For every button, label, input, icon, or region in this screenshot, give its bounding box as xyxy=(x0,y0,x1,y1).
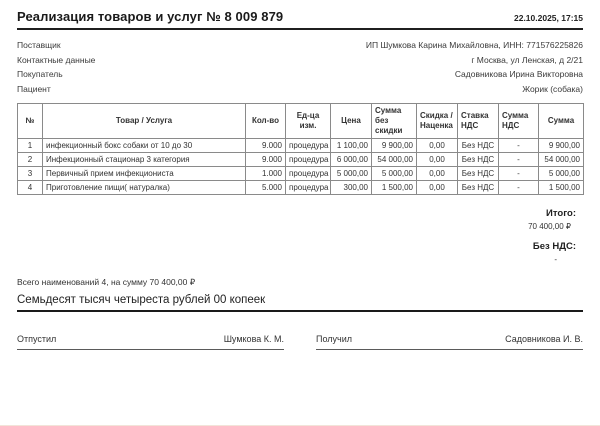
cell-price: 300,00 xyxy=(331,181,372,195)
cell-price: 1 100,00 xyxy=(331,139,372,153)
buyer-value: Садовникова Ирина Викторовна xyxy=(454,69,583,79)
info-row-supplier xyxy=(17,38,583,53)
col-header-unit: Ед-ца изм. xyxy=(286,104,331,139)
summary-divider xyxy=(17,310,583,312)
vat-total-label: Без НДС: xyxy=(532,241,576,252)
cell-qty: 9.000 xyxy=(246,139,286,153)
total-label: Итого: xyxy=(546,208,576,219)
info-row-patient xyxy=(17,82,583,97)
cell-unit: процедура xyxy=(286,181,331,195)
signature-received xyxy=(316,334,583,350)
cell-vat-sum: - xyxy=(499,167,539,181)
cell-num: 3 xyxy=(18,167,43,181)
cell-sum: 9 900,00 xyxy=(539,139,584,153)
signature-released xyxy=(17,334,284,350)
received-label: Получил xyxy=(316,334,352,344)
cell-item: Приготовление пищи( натуралка) xyxy=(43,181,246,195)
cell-item: Первичный прием инфекциониста xyxy=(43,167,246,181)
cell-vat-rate: Без НДС xyxy=(458,167,499,181)
cell-sum: 5 000,00 xyxy=(539,167,584,181)
cell-discount: 0,00 xyxy=(417,153,458,167)
col-header-price: Цена xyxy=(331,104,372,139)
patient-label: Пациент xyxy=(17,83,51,94)
cell-item: инфекционный бокс собаки от 10 до 30 xyxy=(43,139,246,153)
cell-vat-rate: Без НДС xyxy=(458,181,499,195)
cell-price: 5 000,00 xyxy=(331,167,372,181)
col-header-vat-sum: Сумма НДС xyxy=(499,104,539,139)
col-header-sum-no-discount: Сумма без скидки xyxy=(372,104,417,139)
table-header-row xyxy=(18,104,584,139)
table-row xyxy=(18,139,584,153)
cell-qty: 1.000 xyxy=(246,167,286,181)
cell-unit: процедура xyxy=(286,167,331,181)
supplier-label: Поставщик xyxy=(17,40,61,50)
page-title: Реализация товаров и услуг № 8 009 879 xyxy=(17,9,284,24)
supplier-value: ИП Шумкова Карина Михайловна, ИНН: 771576225826 xyxy=(365,40,583,50)
cell-vat-rate: Без НДС xyxy=(458,153,499,167)
parties-info xyxy=(17,38,583,96)
totals-block xyxy=(17,208,583,264)
cell-unit: процедура xyxy=(286,153,331,167)
table-row xyxy=(18,167,584,181)
items-summary-line: Всего наименований 4, на сумму 70 400,00 ₽ xyxy=(17,277,196,287)
cell-price: 6 000,00 xyxy=(331,153,372,167)
signatures-block xyxy=(17,334,583,350)
buyer-label: Покупатель xyxy=(17,69,63,79)
cell-sum: 1 500,00 xyxy=(539,181,584,195)
received-name: Садовникова И. В. xyxy=(505,334,583,344)
cell-num: 1 xyxy=(18,139,43,153)
cell-qty: 5.000 xyxy=(246,181,286,195)
col-header-num: № xyxy=(18,104,43,139)
cell-sum-no-discount: 1 500,00 xyxy=(372,181,417,195)
cell-vat-sum: - xyxy=(499,153,539,167)
col-header-qty: Кол-во xyxy=(246,104,286,139)
released-name: Шумкова К. М. xyxy=(223,334,284,344)
total-value: 70 400,00 ₽ xyxy=(528,222,571,231)
cell-item: Инфекционный стационар 3 категория xyxy=(43,153,246,167)
col-header-vat-rate: Ставка НДС xyxy=(458,104,499,139)
cell-sum-no-discount: 54 000,00 xyxy=(372,153,417,167)
cell-sum-no-discount: 5 000,00 xyxy=(372,167,417,181)
cell-discount: 0,00 xyxy=(417,167,458,181)
cell-sum: 54 000,00 xyxy=(539,153,584,167)
col-header-discount: Скидка / Наценка xyxy=(417,104,458,139)
info-row-contacts xyxy=(17,53,583,68)
cell-vat-sum: - xyxy=(499,139,539,153)
col-header-sum: Сумма xyxy=(539,104,584,139)
cell-discount: 0,00 xyxy=(417,181,458,195)
contacts-value: г Москва, ул Ленская, д 2/21 xyxy=(471,54,583,65)
amount-in-words: Семьдесят тысяч четыреста рублей 00 копеек xyxy=(17,294,266,306)
released-label: Отпустил xyxy=(17,334,57,344)
cell-sum-no-discount: 9 900,00 xyxy=(372,139,417,153)
cell-num: 4 xyxy=(18,181,43,195)
cell-num: 2 xyxy=(18,153,43,167)
document-datetime: 22.10.2025, 17:15 xyxy=(513,13,583,23)
info-row-buyer xyxy=(17,67,583,82)
cell-vat-sum: - xyxy=(499,181,539,195)
cell-discount: 0,00 xyxy=(417,139,458,153)
contacts-label: Контактные данные xyxy=(17,54,96,65)
items-table xyxy=(17,103,584,195)
cell-vat-rate: Без НДС xyxy=(458,139,499,153)
vat-total-value: - xyxy=(554,255,557,264)
document-header xyxy=(17,9,583,30)
table-row xyxy=(18,153,584,167)
col-header-item: Товар / Услуга xyxy=(43,104,246,139)
cell-unit: процедура xyxy=(286,139,331,153)
patient-value: Жорик (собака) xyxy=(522,83,583,94)
table-row xyxy=(18,181,584,195)
cell-qty: 9.000 xyxy=(246,153,286,167)
